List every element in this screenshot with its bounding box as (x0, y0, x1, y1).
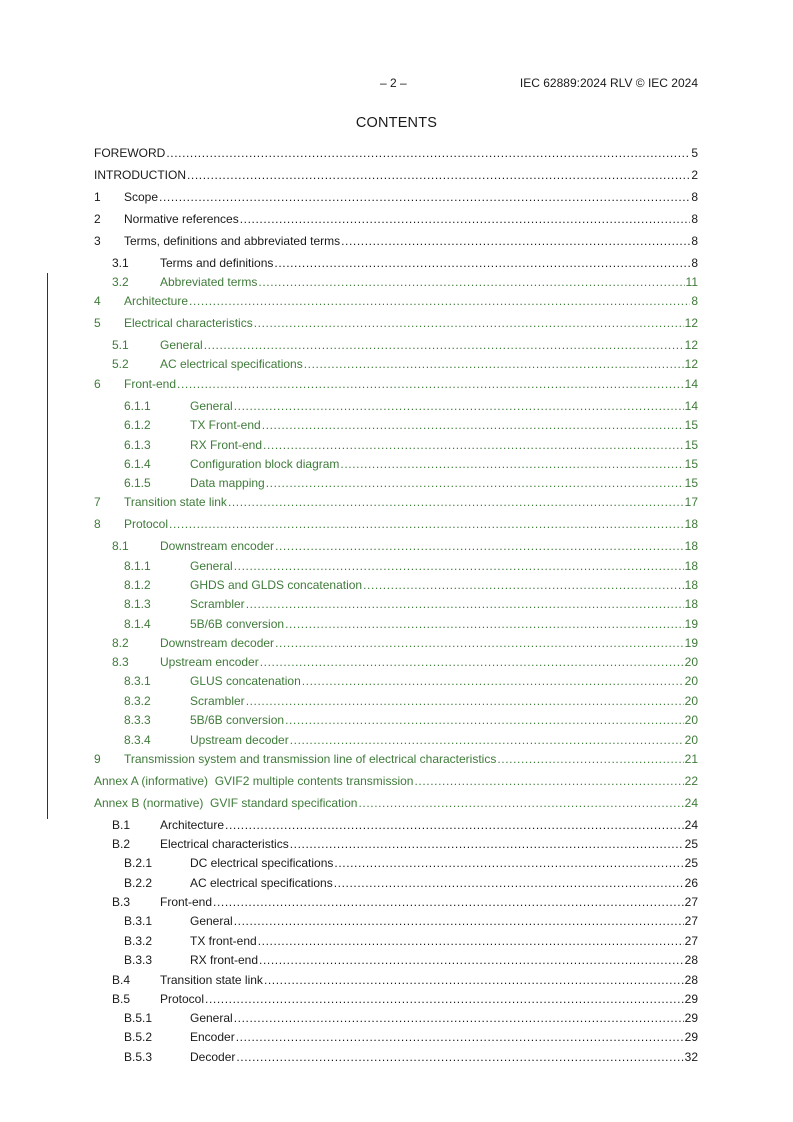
toc-entry-number: 6.1.3 (124, 438, 151, 452)
toc-entry-number: 7 (94, 495, 101, 509)
toc-entry-page: 28 (684, 973, 698, 987)
toc-entry[interactable] (94, 894, 698, 910)
toc-entry-page: 8 (691, 294, 698, 308)
toc-entry-number: 1 (94, 190, 101, 204)
toc-entry[interactable] (94, 616, 698, 632)
toc-entry-label: GHDS and GLDS concatenation (190, 578, 363, 592)
toc-entry-label: DC electrical specifications (190, 856, 334, 870)
toc-entry-label: Upstream encoder (160, 655, 259, 669)
toc-leader (246, 693, 684, 709)
toc-entry-label: General (190, 559, 233, 573)
toc-entry-page: 18 (684, 559, 698, 573)
toc-entry[interactable] (94, 145, 698, 161)
toc-entry-label: TX front-end (190, 934, 257, 948)
toc-entry[interactable] (94, 933, 698, 949)
toc-entry-page: 29 (684, 992, 698, 1006)
toc-leader (264, 972, 684, 988)
toc-entry-label: AC electrical specifications (190, 876, 333, 890)
toc-leader (497, 751, 683, 767)
toc-entry-page: 12 (684, 338, 698, 352)
toc-entry-label: Terms and definitions (160, 256, 274, 270)
toc-entry[interactable] (94, 475, 698, 491)
toc-entry-number: B.3.2 (124, 934, 153, 948)
toc-entry-page: 15 (684, 438, 698, 452)
toc-entry-page: 15 (684, 457, 698, 471)
toc-entry-number: 4 (94, 294, 101, 308)
toc-entry-number: B.2.2 (124, 876, 153, 890)
toc-entry-label: FOREWORD (94, 146, 166, 160)
toc-entry[interactable] (94, 693, 698, 709)
toc-leader (254, 315, 684, 331)
toc-leader (234, 1010, 684, 1026)
page-number: – 2 – (380, 76, 407, 90)
toc-entry-page: 18 (684, 539, 698, 553)
toc-entry[interactable] (94, 456, 698, 472)
toc-leader (258, 933, 684, 949)
toc-entry[interactable] (94, 635, 698, 651)
toc-entry-number: 8.1.4 (124, 617, 151, 631)
toc-entry-label: General (160, 338, 203, 352)
toc-leader (275, 635, 684, 651)
toc-leader (234, 558, 684, 574)
toc-entry[interactable] (94, 773, 698, 789)
toc-leader (340, 456, 683, 472)
toc-entry[interactable] (94, 255, 698, 271)
toc-entry-page: 14 (684, 377, 698, 391)
toc-entry[interactable] (94, 293, 698, 309)
toc-leader (302, 673, 684, 689)
toc-leader (304, 356, 684, 372)
toc-leader (285, 712, 684, 728)
toc-leader (234, 398, 684, 414)
toc-leader (274, 255, 690, 271)
toc-leader (189, 293, 690, 309)
toc-leader (236, 1049, 683, 1065)
toc-leader (258, 274, 684, 290)
toc-entry-label: Abbreviated terms (160, 275, 258, 289)
toc-entry-page: 15 (684, 418, 698, 432)
toc-leader (266, 475, 684, 491)
toc-entry[interactable] (94, 538, 698, 554)
toc-entry[interactable] (94, 1010, 698, 1026)
toc-entry[interactable] (94, 558, 698, 574)
toc-entry[interactable] (94, 1049, 698, 1065)
toc-entry[interactable] (94, 836, 698, 852)
toc-entry-number: 8.1.1 (124, 559, 151, 573)
toc-entry-page: 11 (685, 275, 698, 289)
toc-entry-number: 3.2 (112, 275, 129, 289)
toc-entry-page: 19 (684, 617, 698, 631)
toc-leader (285, 616, 684, 632)
toc-entry-page: 14 (684, 399, 698, 413)
toc-leader (246, 596, 684, 612)
toc-entry-page: 8 (691, 190, 698, 204)
toc-entry-number: B.5.3 (124, 1050, 153, 1064)
toc-entry-label: Scrambler (190, 694, 245, 708)
toc-entry-number: 8.3.1 (124, 674, 151, 688)
toc-entry-number: 6.1.1 (124, 399, 151, 413)
toc-leader (228, 494, 684, 510)
toc-entry[interactable] (94, 274, 698, 290)
toc-entry-label: Transition state link (124, 495, 227, 509)
toc-entry-page: 5 (691, 146, 698, 160)
toc-entry-label: Architecture (124, 294, 189, 308)
toc-entry[interactable] (94, 1029, 698, 1045)
toc-entry-number: 6 (94, 377, 101, 391)
toc-entry-number: 5 (94, 316, 101, 330)
toc-entry-number: 8.1 (112, 539, 129, 553)
toc-entry-label: Downstream decoder (160, 636, 275, 650)
toc-leader (334, 855, 683, 871)
toc-entry-label: 5B/6B conversion (190, 713, 285, 727)
toc-entry[interactable] (94, 356, 698, 372)
toc-entry-page: 15 (684, 476, 698, 490)
toc-entry-label: Decoder (190, 1050, 236, 1064)
toc-entry-label: Encoder (190, 1030, 235, 1044)
toc-entry[interactable] (94, 398, 698, 414)
toc-leader (262, 417, 684, 433)
toc-entry-number: 8.2 (112, 636, 129, 650)
toc-entry-number: B.5.2 (124, 1030, 153, 1044)
toc-entry[interactable] (94, 712, 698, 728)
toc-leader (225, 817, 684, 833)
toc-entry[interactable] (94, 577, 698, 593)
toc-leader (240, 211, 691, 227)
toc-entry-page: 25 (684, 856, 698, 870)
toc-leader (166, 145, 690, 161)
toc-entry-number: B.3.1 (124, 914, 153, 928)
toc-entry[interactable] (94, 189, 698, 205)
toc-entry-label: Scope (124, 190, 159, 204)
toc-entry[interactable] (94, 732, 698, 748)
toc-entry-number: B.3 (112, 895, 131, 909)
toc-entry[interactable] (94, 211, 698, 227)
toc-entry-label: Annex B (normative) GVIF standard specification (94, 796, 358, 810)
toc-entry-label: Downstream encoder (160, 539, 275, 553)
toc-leader (187, 167, 690, 183)
toc-entry-page: 20 (684, 733, 698, 747)
toc-entry-page: 19 (684, 636, 698, 650)
toc-entry-label: Front-end (124, 377, 177, 391)
toc-entry-number: B.5.1 (124, 1011, 153, 1025)
toc-leader (205, 991, 684, 1007)
toc-entry-label: 5B/6B conversion (190, 617, 285, 631)
toc-entry-page: 27 (684, 934, 698, 948)
toc-entry[interactable] (94, 417, 698, 433)
toc-entry-page: 20 (684, 713, 698, 727)
toc-entry-label: Terms, definitions and abbreviated terms (124, 234, 341, 248)
toc-entry-label: General (190, 1011, 233, 1025)
toc-entry-page: 28 (684, 953, 698, 967)
toc-leader (290, 732, 684, 748)
toc-entry-label: Protocol (124, 517, 169, 531)
toc-leader (234, 913, 684, 929)
toc-leader (263, 437, 684, 453)
page-header (0, 76, 793, 92)
toc-entry[interactable] (94, 751, 698, 767)
toc-entry-page: 26 (684, 876, 698, 890)
toc-entry-page: 29 (684, 1030, 698, 1044)
toc-entry-page: 8 (691, 234, 698, 248)
toc-entry-label: Transmission system and transmission line of electrical characteristics (124, 752, 497, 766)
toc-leader (275, 538, 684, 554)
toc-entry-page: 29 (684, 1011, 698, 1025)
toc-entry[interactable] (94, 875, 698, 891)
toc-entry-page: 12 (684, 316, 698, 330)
toc-entry-label: Electrical characteristics (124, 316, 253, 330)
toc-entry-number: 8.1.2 (124, 578, 151, 592)
toc-entry-label: General (190, 914, 233, 928)
toc-entry[interactable] (94, 376, 698, 392)
toc-entry-page: 8 (691, 212, 698, 226)
toc-entry-page: 21 (684, 752, 698, 766)
toc-leader (204, 337, 684, 353)
toc-entry-page: 27 (684, 895, 698, 909)
toc-entry-number: B.1 (112, 818, 131, 832)
toc-entry-label: General (190, 399, 233, 413)
toc-entry-label: TX Front-end (190, 418, 261, 432)
toc-entry-number: 8.3.3 (124, 713, 151, 727)
toc-entry-number: 3.1 (112, 256, 129, 270)
toc-entry-number: 8.3.2 (124, 694, 151, 708)
toc-entry-page: 22 (684, 774, 698, 788)
toc-entry-number: 5.1 (112, 338, 129, 352)
toc-entry-label: Upstream decoder (190, 733, 289, 747)
toc-entry-number: B.5 (112, 992, 131, 1006)
toc-entry[interactable] (94, 673, 698, 689)
toc-entry[interactable] (94, 516, 698, 532)
toc-leader (414, 773, 683, 789)
toc-leader (334, 875, 684, 891)
toc-leader (169, 516, 684, 532)
toc-entry[interactable] (94, 972, 698, 988)
toc-entry-number: B.4 (112, 973, 131, 987)
toc-entry-number: 8.3 (112, 655, 129, 669)
toc-entry-number: 8 (94, 517, 101, 531)
toc-entry[interactable] (94, 952, 698, 968)
toc-entry-page: 25 (684, 837, 698, 851)
toc-entry-page: 17 (684, 495, 698, 509)
toc-leader (236, 1029, 684, 1045)
toc-entry[interactable] (94, 315, 698, 331)
document-id: IEC 62889:2024 RLV © IEC 2024 (519, 76, 698, 90)
toc-entry-label: Data mapping (190, 476, 265, 490)
toc-entry[interactable] (94, 494, 698, 510)
toc-entry-number: 6.1.2 (124, 418, 151, 432)
toc-entry[interactable] (94, 991, 698, 1007)
toc-entry-page: 32 (684, 1050, 698, 1064)
toc-entry-label: Annex A (informative) GVIF2 multiple contents transmission (94, 774, 414, 788)
toc-entry-page: 20 (684, 674, 698, 688)
change-bar (47, 273, 48, 819)
toc-entry-label: Scrambler (190, 597, 245, 611)
toc-entry-label: Architecture (160, 818, 225, 832)
toc-entry-number: B.2 (112, 837, 131, 851)
toc-entry-number: 3 (94, 234, 101, 248)
toc-entry-number: 9 (94, 752, 101, 766)
toc-entry-label: RX Front-end (190, 438, 263, 452)
toc-leader (159, 189, 690, 205)
toc-entry-label: Normative references (124, 212, 239, 226)
toc-leader (213, 894, 684, 910)
toc-leader (177, 376, 684, 392)
toc-entry-label: GLUS concatenation (190, 674, 301, 688)
toc-leader (259, 952, 684, 968)
toc-entry[interactable] (94, 596, 698, 612)
toc-entry-page: 27 (684, 914, 698, 928)
toc-entry[interactable] (94, 337, 698, 353)
toc-entry-label: Front-end (160, 895, 213, 909)
toc-entry[interactable] (94, 167, 698, 183)
toc-leader (290, 836, 684, 852)
page-title: CONTENTS (355, 115, 438, 131)
toc-entry-label: Protocol (160, 992, 205, 1006)
toc-entry-number: 6.1.5 (124, 476, 151, 490)
toc-entry-page: 12 (684, 357, 698, 371)
toc-entry-label: Electrical characteristics (160, 837, 289, 851)
toc-entry-page: 20 (684, 694, 698, 708)
toc-entry-page: 20 (684, 655, 698, 669)
toc-entry[interactable] (94, 795, 698, 811)
toc-entry[interactable] (94, 817, 698, 833)
toc-entry-number: 5.2 (112, 357, 129, 371)
toc-entry-number: 8.1.3 (124, 597, 151, 611)
toc-entry[interactable] (94, 855, 698, 871)
toc-leader (358, 795, 683, 811)
toc-entry-page: 8 (691, 256, 698, 270)
toc-entry-number: B.2.1 (124, 856, 153, 870)
toc-leader (260, 654, 684, 670)
toc-leader (341, 233, 690, 249)
toc-entry-page: 18 (684, 597, 698, 611)
toc-entry-page: 18 (684, 517, 698, 531)
toc-entry-page: 24 (684, 818, 698, 832)
toc-entry-number: B.3.3 (124, 953, 153, 967)
toc-entry-page: 18 (684, 578, 698, 592)
toc-entry-number: 8.3.4 (124, 733, 151, 747)
toc-entry-label: Configuration block diagram (190, 457, 340, 471)
toc-entry-label: Transition state link (160, 973, 263, 987)
toc-entry-label: INTRODUCTION (94, 168, 186, 182)
toc-entry[interactable] (94, 233, 698, 249)
toc-entry-label: AC electrical specifications (160, 357, 303, 371)
toc-entry-page: 2 (691, 168, 698, 182)
toc-entry-label: RX front-end (190, 953, 259, 967)
toc-leader (363, 577, 684, 593)
toc-entry-page: 24 (684, 796, 698, 810)
toc-entry-number: 6.1.4 (124, 457, 151, 471)
toc-entry-number: 2 (94, 212, 101, 226)
toc-entry[interactable] (94, 654, 698, 670)
toc-entry[interactable] (94, 913, 698, 929)
toc-entry[interactable] (94, 437, 698, 453)
